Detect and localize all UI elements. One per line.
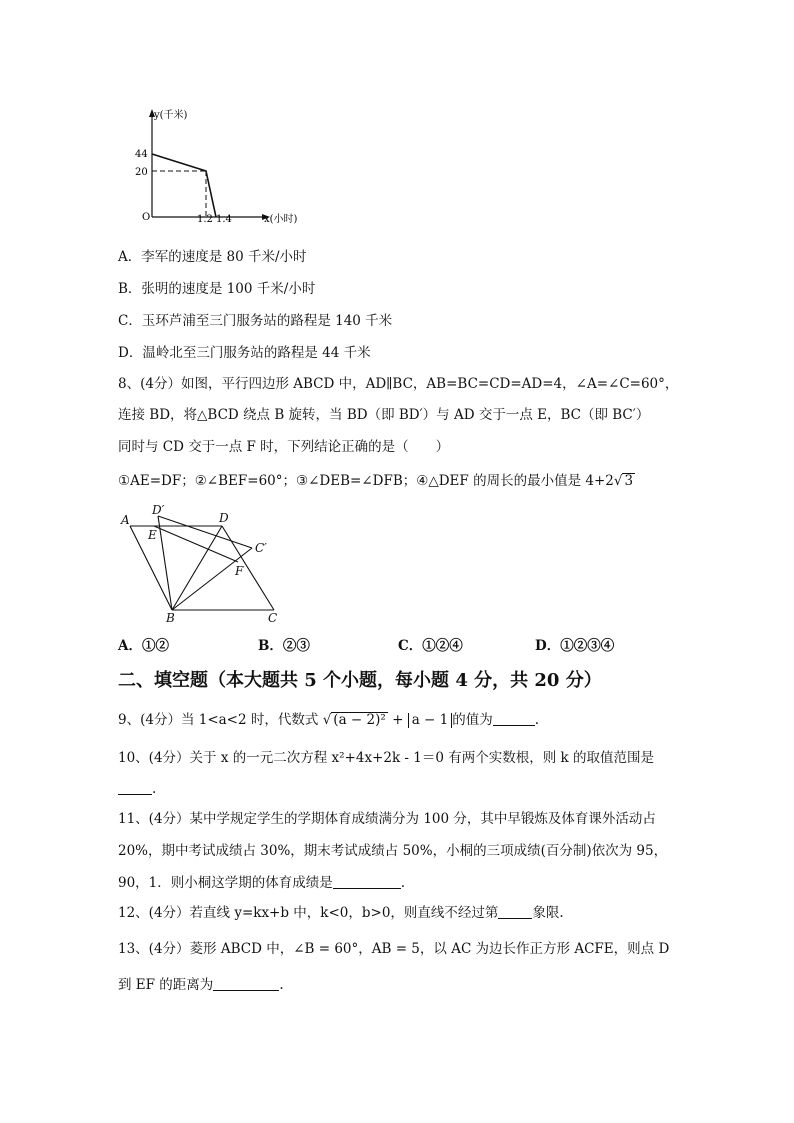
side-dc: [222, 526, 274, 610]
section-title: 二、填空题（本大题共 5 个小题，每小题 4 分，共 20 分）: [118, 670, 602, 691]
x-tick-1-2: 1.2: [197, 214, 213, 225]
label-f: F: [235, 564, 244, 578]
q7-option-a: A．李军的速度是 80 千米/小时: [118, 249, 307, 265]
y-tick-20: 20: [135, 167, 148, 178]
label-d: D: [219, 511, 229, 525]
label-e: E: [148, 528, 157, 542]
x-axis-label: x(小时): [264, 214, 298, 225]
q7-option-d: D．温岭北至三门服务站的路程是 44 千米: [118, 345, 371, 361]
sqrt-sign: √: [322, 712, 332, 728]
label-b: B: [166, 611, 175, 625]
q10-blank[interactable]: [118, 780, 152, 795]
q9: [118, 711, 539, 729]
y-tick-44: 44: [135, 149, 148, 160]
q13-end: .: [279, 977, 284, 993]
q13-line-1: 13、(4分）菱形 ABCD 中，∠B = 60°，AB = 5，以 AC 为边长作正方形 ACFE，则点 D: [118, 941, 670, 957]
y-axis-label: y(千米): [154, 110, 188, 121]
sqrt-sign: √: [613, 473, 623, 489]
q12: [118, 904, 564, 922]
q13-line-2: [118, 976, 284, 994]
q8-line-3: 同时与 CD 交于一点 F 时，下列结论正确的是（ ）: [118, 439, 450, 455]
q12-blank[interactable]: [498, 904, 532, 919]
q9-end: .: [534, 712, 540, 728]
q8-line-1: 8、(4分）如图，平行四边形 ABCD 中，AD∥BC，AB=BC=CD=AD=4，∠A=∠C=60°，: [118, 376, 679, 392]
origin-label: O: [142, 212, 151, 223]
q8-option-b: B．②③: [258, 638, 310, 654]
distance-time-graph: [130, 95, 310, 230]
q7-option-b: B．张明的速度是 100 千米/小时: [118, 281, 316, 297]
q8-option-c: C．①②④: [398, 638, 463, 654]
q10-line-2: [118, 780, 156, 798]
q8-conclusions-text: ①AE=DF；②∠BEF=60°；③∠DEB=∠DFB；④△DEF 的周长的最小值是 4+2: [118, 473, 614, 489]
q11-end: .: [400, 875, 406, 891]
q7-option-c: C．玉环芦浦至三门服务站的路程是 140 千米: [118, 313, 393, 329]
q12-suffix: 象限.: [532, 905, 564, 921]
q9-blank[interactable]: [493, 711, 535, 726]
q11-line-3-text: 90，1．则小桐这学期的体育成绩是: [118, 875, 333, 891]
q11-line-1: 11、(4分）某中学规定学生的学期体育成绩满分为 100 分，其中早锻炼及体育课外活动占: [118, 811, 656, 827]
label-d-prime: D′: [152, 503, 165, 517]
q13-blank[interactable]: [213, 976, 279, 991]
x-tick-1-4: 1.4: [216, 214, 232, 225]
q8-option-d: D．①②③④: [535, 638, 615, 654]
label-a: A: [121, 513, 130, 527]
segment-d-prime-c-prime: [158, 516, 252, 548]
q9-sqrt-expr: (a − 2)²: [333, 712, 386, 728]
q8-sqrt-value: 3: [624, 473, 634, 489]
q8-line-2: 连接 BD，将△BCD 绕点 B 旋转，当 BD（即 BD′）与 AD 交于一点 E，BC（即 BC′）: [118, 407, 650, 423]
q11-blank[interactable]: [333, 874, 401, 889]
segment-bd: [172, 526, 222, 610]
q9-suffix: 的值为: [452, 712, 493, 728]
q8-option-a: A．①②: [118, 638, 169, 654]
segment-bc-prime: [172, 548, 252, 610]
q11-line-3: [118, 874, 405, 892]
q11-line-2: 20%，期中考试成绩占 30%，期末考试成绩占 50%，小桐的三项成绩(百分制)依次为 95，: [118, 843, 668, 859]
label-c-prime: C′: [255, 541, 267, 555]
q9-plus: +: [392, 712, 404, 728]
q8-conclusions: [118, 472, 635, 490]
q9-abs-expr: a − 1: [408, 713, 453, 728]
q10-line-1: 10、(4分）关于 x 的一元二次方程 x²+4x+2k - 1＝0 有两个实数根，则 k 的取值范围是: [118, 750, 655, 766]
q13-line-2-text: 到 EF 的距离为: [118, 977, 214, 993]
q12-prefix: 12、(4分）若直线 y=kx+b 中，k<0，b>0，则直线不经过第: [118, 905, 499, 921]
q10-end: .: [152, 781, 157, 797]
parallelogram-figure: [118, 500, 288, 628]
label-c: C: [268, 611, 278, 625]
q9-prefix: 9、(4分）当 1<a<2 时，代数式: [118, 712, 319, 728]
